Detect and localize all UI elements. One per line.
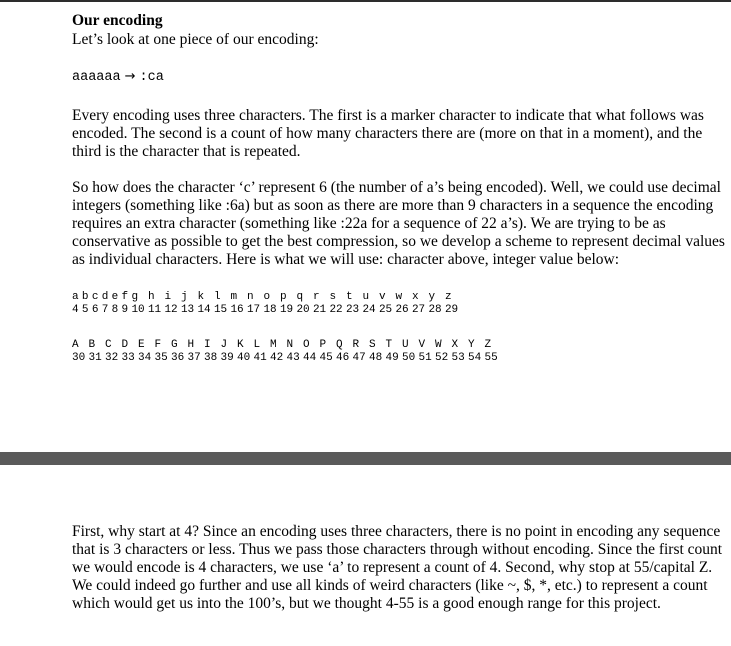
mapping-char: U	[402, 339, 409, 351]
mapping-value: 25	[378, 304, 393, 316]
mapping-char: y	[428, 291, 436, 303]
mapping-char: G	[171, 339, 178, 351]
mapping-char: b	[81, 291, 89, 303]
mapping-value: 20	[296, 304, 310, 316]
mapping-value: 38	[204, 352, 218, 364]
mapping-value: 53	[451, 352, 465, 364]
mapping-char: A	[72, 339, 79, 351]
mapping-value: 43	[286, 352, 300, 364]
mapping-char: M	[270, 339, 277, 351]
mapping-char: c	[91, 291, 99, 303]
mapping-char: t	[345, 291, 353, 303]
example-output: :ca	[139, 70, 164, 85]
example-input: aaaaaa	[72, 70, 121, 85]
mapping-char: q	[296, 291, 304, 303]
mapping-value: 13	[180, 304, 195, 316]
paragraph-count-scheme: So how does the character ‘c’ represent 6 (the number of a’s being encoded). Well, we could use decimal integers (something like :6a) but as soon as there are more than 9 characters in a sequence the encoding requires an extra character (something like :22a for a sequence of 22 a’s). We are trying to be as conservative as possible to get the best compression, so we develop a scheme to represent decimal values as individual characters. Here is what we will use: character above, integer value below:	[72, 179, 725, 268]
mapping-char: g	[131, 291, 139, 303]
mapping-value: 48	[369, 352, 383, 364]
mapping-value: 49	[385, 352, 399, 364]
mapping-value-row	[72, 304, 461, 317]
mapping-value: 6	[91, 304, 99, 316]
mapping-char: v	[378, 291, 386, 303]
mapping-char: F	[154, 339, 162, 351]
document-page-2	[0, 465, 731, 646]
mapping-char: p	[279, 291, 287, 303]
mapping-char: Y	[468, 339, 475, 351]
mapping-char: V	[418, 339, 426, 351]
mapping-value: 36	[171, 352, 185, 364]
mapping-char-row	[72, 291, 461, 304]
mapping-char: E	[138, 339, 145, 351]
mapping-value: 31	[88, 352, 102, 364]
mapping-value: 11	[147, 304, 162, 316]
mapping-char: d	[101, 291, 109, 303]
mapping-char: k	[197, 291, 205, 303]
intro-text: Let’s look at one piece of our encoding:	[72, 31, 319, 48]
mapping-char: T	[385, 339, 393, 351]
mapping-char: R	[352, 339, 360, 351]
mapping-value: 18	[263, 304, 277, 316]
mapping-value: 41	[253, 352, 267, 364]
mapping-char: X	[451, 339, 459, 351]
mapping-char: r	[312, 291, 320, 303]
mapping-value: 23	[345, 304, 360, 316]
page-separator	[0, 452, 731, 465]
mapping-char: S	[369, 339, 376, 351]
mapping-value: 55	[484, 352, 498, 364]
mapping-value: 21	[312, 304, 327, 316]
mapping-value: 26	[395, 304, 409, 316]
mapping-char: e	[111, 291, 119, 303]
mapping-value: 40	[237, 352, 251, 364]
mapping-value: 10	[131, 304, 145, 316]
mapping-value: 51	[418, 352, 432, 364]
mapping-char: D	[121, 339, 129, 351]
mapping-char: l	[213, 291, 221, 303]
section-title: Our encoding	[72, 12, 163, 29]
mapping-value: 8	[111, 304, 119, 316]
mapping-char: Q	[336, 339, 343, 351]
mapping-value: 34	[138, 352, 152, 364]
mapping-value: 46	[336, 352, 350, 364]
mapping-char: W	[435, 339, 442, 351]
mapping-char: w	[395, 291, 403, 303]
mapping-value: 30	[72, 352, 86, 364]
mapping-value: 39	[220, 352, 234, 364]
mapping-char: o	[263, 291, 271, 303]
paragraph-range-rationale: First, why start at 4? Since an encoding uses three characters, there is no point in encoding any sequence that is 3 characters or less. Thus we pass those characters through without encoding. Since the first count we would encode is 4 characters, we use ‘a’ to represent a count of 4. Second, why stop at 55/capital Z. We could indeed go further and use all kinds of weird characters (like ~, $, *, etc.) to represent a count which would get us into the 100’s, but we thought 4-55 is a good enough range for this project.	[72, 523, 723, 612]
mapping-value: 7	[101, 304, 109, 316]
mapping-value: 50	[402, 352, 416, 364]
mapping-char: z	[444, 291, 452, 303]
mapping-char: N	[286, 339, 294, 351]
mapping-value: 47	[352, 352, 366, 364]
mapping-value: 19	[279, 304, 294, 316]
mapping-value: 32	[105, 352, 119, 364]
mapping-char: L	[253, 339, 261, 351]
mapping-value: 54	[468, 352, 482, 364]
mapping-value: 22	[329, 304, 343, 316]
mapping-value: 9	[121, 304, 129, 316]
mapping-char: Z	[484, 339, 492, 351]
mapping-value: 27	[411, 304, 426, 316]
mapping-char: C	[105, 339, 112, 351]
mapping-value: 14	[197, 304, 211, 316]
mapping-char: x	[411, 291, 419, 303]
mapping-value: 42	[270, 352, 284, 364]
mapping-char: J	[220, 339, 228, 351]
mapping-char: P	[319, 339, 327, 351]
mapping-value: 16	[230, 304, 244, 316]
mapping-char: H	[187, 339, 195, 351]
mapping-char: h	[147, 291, 155, 303]
mapping-value: 24	[362, 304, 376, 316]
mapping-char: a	[72, 291, 79, 303]
mapping-value: 17	[246, 304, 261, 316]
mapping-value: 15	[213, 304, 228, 316]
mapping-char: m	[230, 291, 238, 303]
mapping-value: 44	[303, 352, 317, 364]
mapping-value: 29	[444, 304, 459, 316]
mapping-value: 35	[154, 352, 168, 364]
encoding-example	[72, 68, 164, 87]
paragraph-encoding-format: Every encoding uses three characters. The first is a marker character to indicate that what follows was encoded. The second is a count of how many characters there are (more on that in a moment), and the third is the character that is repeated.	[72, 107, 704, 160]
mapping-table-lowercase	[72, 291, 461, 317]
arrow-icon: →	[124, 69, 136, 84]
mapping-char: n	[246, 291, 254, 303]
mapping-value: 28	[428, 304, 442, 316]
mapping-char: K	[237, 339, 244, 351]
mapping-char: s	[329, 291, 337, 303]
mapping-value: 4	[72, 304, 79, 316]
mapping-value: 12	[164, 304, 178, 316]
mapping-table-uppercase	[72, 339, 501, 365]
mapping-char: u	[362, 291, 370, 303]
mapping-char: f	[121, 291, 129, 303]
mapping-char: O	[303, 339, 310, 351]
mapping-value-row	[72, 352, 501, 365]
mapping-char: j	[180, 291, 188, 303]
mapping-value: 52	[435, 352, 449, 364]
mapping-value: 45	[319, 352, 333, 364]
mapping-char-row	[72, 339, 501, 352]
mapping-value: 33	[121, 352, 135, 364]
mapping-char: I	[204, 339, 211, 351]
mapping-char: B	[88, 339, 96, 351]
mapping-char: i	[164, 291, 172, 303]
mapping-value: 5	[81, 304, 89, 316]
mapping-value: 37	[187, 352, 201, 364]
